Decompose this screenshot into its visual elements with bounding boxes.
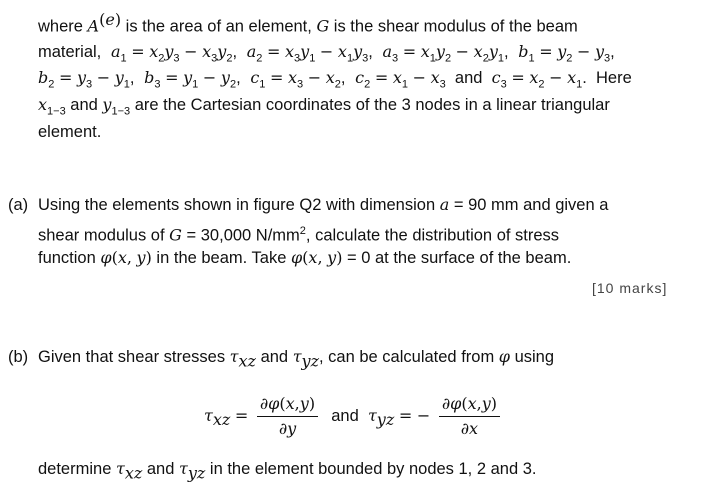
part-a-line-1: Using the elements shown in figure Q2 with dimension a = 90 mm and given a — [38, 195, 609, 214]
fraction-dphi-dx: $\frac{\partial\varphi(x,y)}{\partial x}$ — [439, 393, 500, 440]
intro-line-5: element. — [38, 123, 102, 141]
shear-stress-equations: $\tau_{xz}$ = $\frac{\partial\varphi(x,y)}{\partial y}$ and $\tau_{yz}$ = − $\frac{\partial\varphi(x,y)}{\partial x}$ — [204, 393, 504, 440]
part-b-label: (b) — [8, 348, 29, 366]
part-a-line-3: function φ(x, y) in the beam. Take φ(x, y) = 0 at the surface of the beam. — [38, 248, 572, 267]
part-b-line-1: Given that shear stresses $\tau_{xz}$ and $\tau_{yz}$, can be calculated from φ using — [38, 347, 555, 371]
marks-label: [10 marks] — [592, 280, 668, 296]
intro-line-3: $b_2 = y_3 - y_1$, $b_3 = y_1 - y_2$, $c_1 = x_3 - x_2$, $c_2 = x_1 - x_3$ and $c_3 = x_2 - x_1$. Here — [38, 68, 632, 91]
intro-line-4: $x_{1-3}$ and $y_{1-3}$ are the Cartesian coordinates of the 3 nodes in a linear triangular — [38, 95, 610, 118]
part-a-label: (a) — [8, 196, 29, 214]
intro-line-2: material, $a_1 = x_2y_3 - x_3y_2$, $a_2 = x_3y_1 - x_1y_3$, $a_3 = x_1y_2 - x_2y_1$, $b_1 = y_2 - y_3$, — [38, 42, 615, 65]
intro-line-1: where $A^{(e)}$ is the area of an element, G is the shear modulus of the beam — [38, 10, 578, 36]
part-a-line-2: shear modulus of G = 30,000 $N/mm^2$, calculate the distribution of stress — [38, 225, 560, 245]
fraction-dphi-dy: $\frac{\partial\varphi(x,y)}{\partial y}$ — [257, 393, 318, 440]
part-b-line-3: determine $\tau_{xz}$ and $\tau_{yz}$ in the element bounded by nodes 1, 2 and 3. — [38, 459, 537, 483]
